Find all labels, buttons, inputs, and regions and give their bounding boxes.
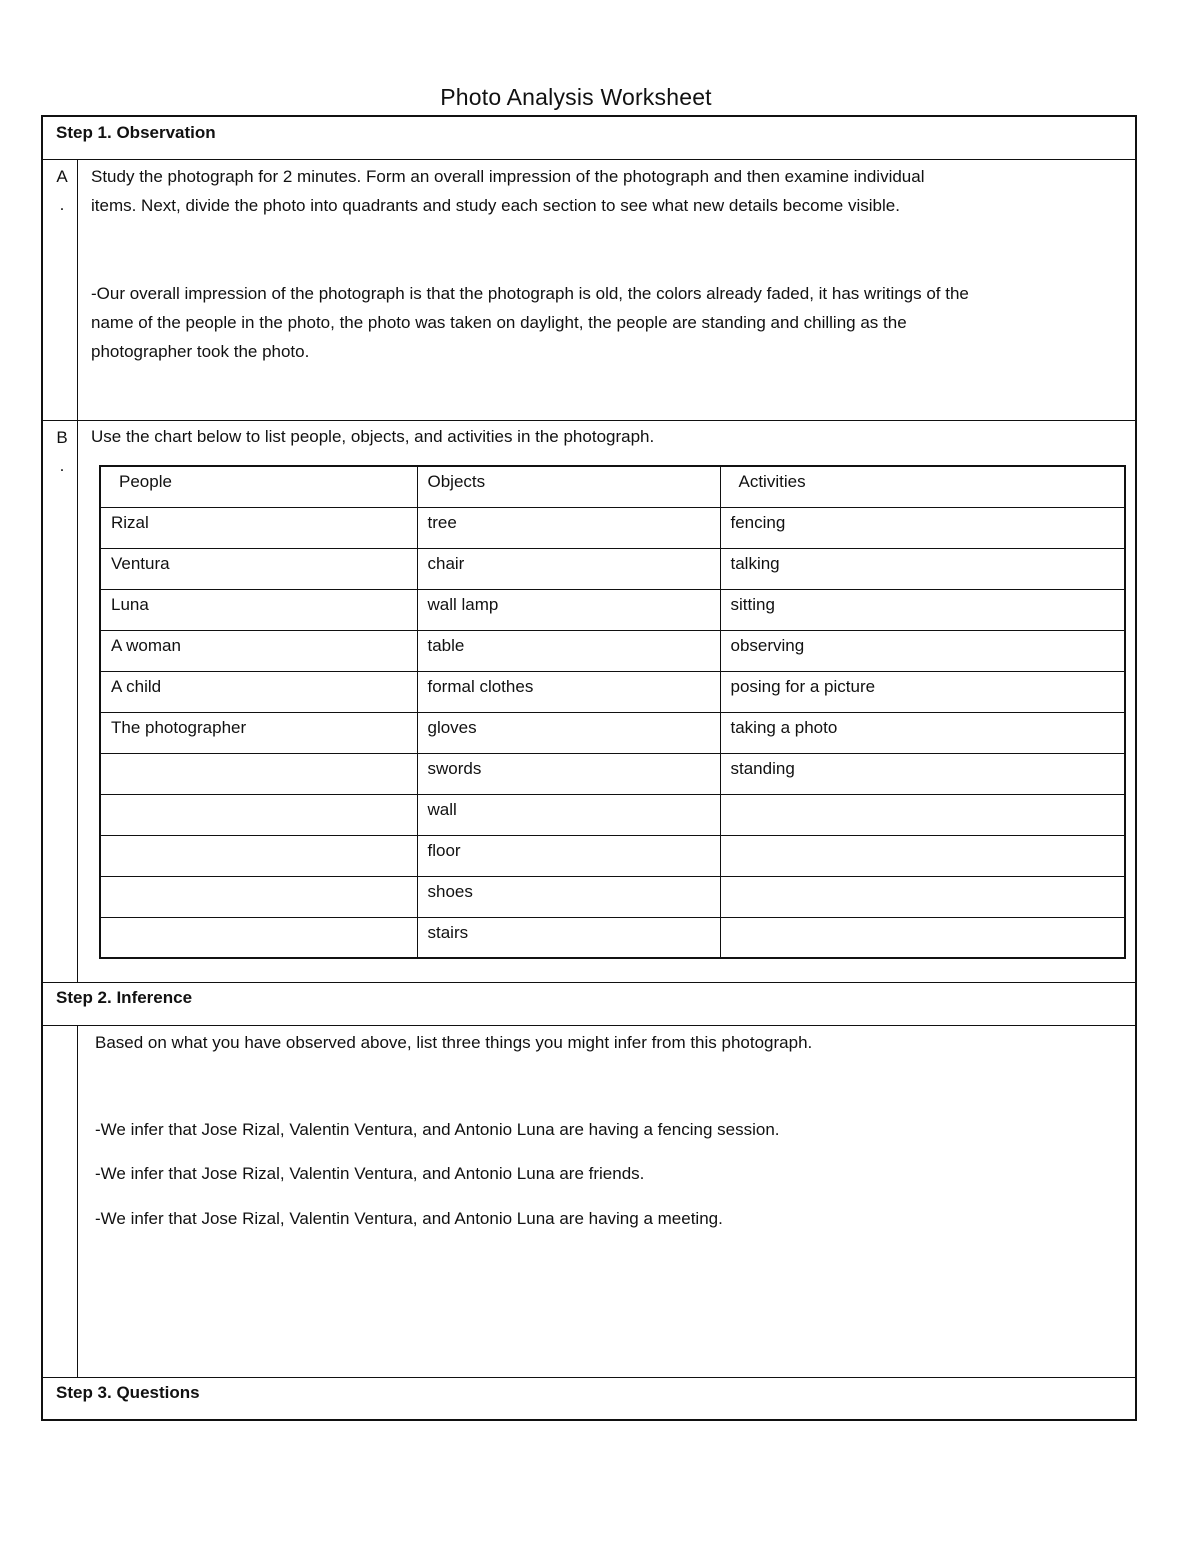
objects-cell: tree	[417, 507, 720, 548]
section-b-dot: .	[59, 456, 65, 475]
divider	[43, 1377, 1135, 1378]
chart-row	[100, 671, 1125, 712]
step3-heading: Step 3. Questions	[56, 1383, 200, 1402]
objects-cell: stairs	[417, 917, 720, 958]
people-cell: The photographer	[100, 712, 417, 753]
divider	[77, 159, 78, 982]
step2-heading: Step 2. Inference	[56, 988, 193, 1007]
objects-cell: chair	[417, 548, 720, 589]
instruction-line: Study the photograph for 2 minutes. Form an overall impression of the photograph and then examine individual	[91, 167, 925, 186]
activities-cell: fencing	[720, 507, 1125, 548]
worksheet-title: Photo Analysis Worksheet	[440, 84, 712, 110]
people-cell	[100, 794, 417, 835]
people-cell	[100, 753, 417, 794]
objects-cell: formal clothes	[417, 671, 720, 712]
section-b-letter: B	[56, 428, 68, 447]
chart-header-row	[100, 466, 1125, 507]
people-cell	[100, 835, 417, 876]
chart-row	[100, 794, 1125, 835]
header-activities: Activities	[720, 466, 1125, 507]
activities-cell: talking	[720, 548, 1125, 589]
divider	[43, 159, 1135, 160]
instruction-line: items. Next, divide the photo into quadrants and study each section to see what new details become visible.	[91, 196, 900, 215]
people-cell: Rizal	[100, 507, 417, 548]
people-cell: Ventura	[100, 548, 417, 589]
activities-cell	[720, 917, 1125, 958]
divider	[43, 420, 1135, 421]
people-cell	[100, 876, 417, 917]
people-cell: A woman	[100, 630, 417, 671]
activities-cell: posing for a picture	[720, 671, 1125, 712]
activities-cell	[720, 835, 1125, 876]
objects-cell: wall	[417, 794, 720, 835]
people-cell: A child	[100, 671, 417, 712]
divider	[43, 982, 1135, 983]
inference-item: -We infer that Jose Rizal, Valentin Ventura, and Antonio Luna are having a fencing session.	[95, 1120, 780, 1139]
divider	[77, 1025, 78, 1377]
chart-row	[100, 917, 1125, 958]
people-cell	[100, 917, 417, 958]
chart-row	[100, 876, 1125, 917]
activities-cell: taking a photo	[720, 712, 1125, 753]
section-a-instruction	[91, 162, 925, 220]
chart-row	[100, 548, 1125, 589]
objects-cell: wall lamp	[417, 589, 720, 630]
activities-cell	[720, 876, 1125, 917]
activities-cell: observing	[720, 630, 1125, 671]
inference-item: -We infer that Jose Rizal, Valentin Ventura, and Antonio Luna are friends.	[95, 1164, 645, 1183]
answer-line: -Our overall impression of the photograph is that the photograph is old, the colors already faded, it has writings of the	[91, 284, 969, 303]
section-a-letter: A	[56, 167, 68, 186]
chart-row	[100, 712, 1125, 753]
divider	[43, 1025, 1135, 1026]
activities-cell	[720, 794, 1125, 835]
objects-cell: gloves	[417, 712, 720, 753]
chart-row	[100, 589, 1125, 630]
answer-line: name of the people in the photo, the photo was taken on daylight, the people are standing and chilling as the	[91, 313, 907, 332]
activities-cell: sitting	[720, 589, 1125, 630]
people-cell: Luna	[100, 589, 417, 630]
section-b-instruction: Use the chart below to list people, objects, and activities in the photograph.	[91, 427, 655, 446]
objects-cell: shoes	[417, 876, 720, 917]
header-objects: Objects	[417, 466, 720, 507]
step2-instruction: Based on what you have observed above, list three things you might infer from this photograph.	[95, 1033, 813, 1052]
inference-item: -We infer that Jose Rizal, Valentin Ventura, and Antonio Luna are having a meeting.	[95, 1209, 723, 1228]
chart-row	[100, 507, 1125, 548]
section-a-dot: .	[59, 195, 65, 214]
worksheet-frame	[41, 115, 1137, 1421]
activities-cell: standing	[720, 753, 1125, 794]
chart-row	[100, 753, 1125, 794]
objects-cell: floor	[417, 835, 720, 876]
step1-heading: Step 1. Observation	[56, 123, 216, 142]
section-a-answer	[91, 279, 969, 366]
chart-row	[100, 630, 1125, 671]
chart-row	[100, 835, 1125, 876]
objects-cell: table	[417, 630, 720, 671]
observation-chart	[99, 465, 1126, 959]
answer-line: photographer took the photo.	[91, 342, 310, 361]
objects-cell: swords	[417, 753, 720, 794]
header-people: People	[100, 466, 417, 507]
